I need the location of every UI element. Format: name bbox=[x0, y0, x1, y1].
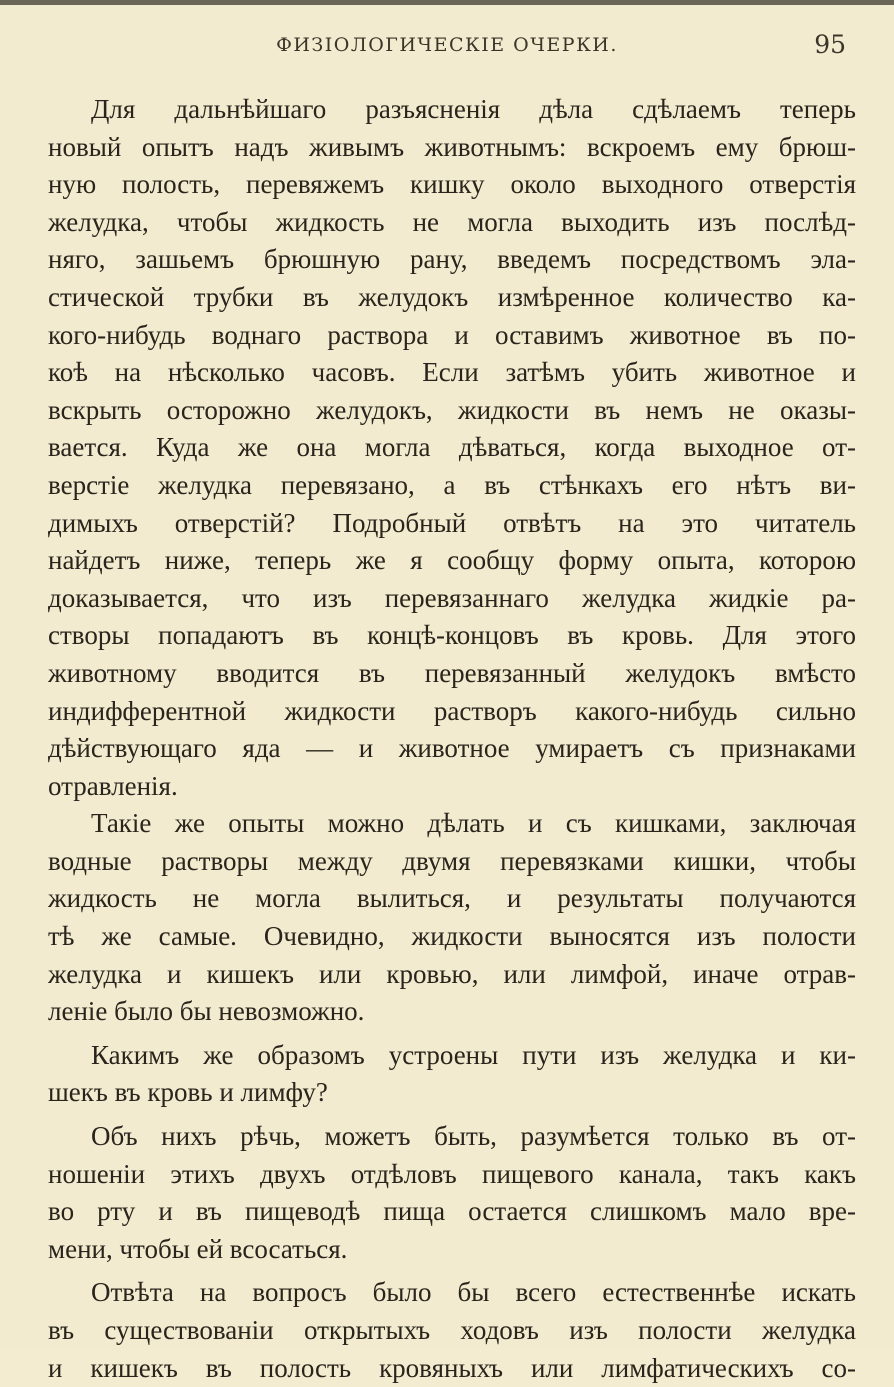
running-title: ФИЗІОЛОГИЧЕСКІЕ ОЧЕРКИ. bbox=[276, 34, 618, 56]
text-line: мени, чтобы ей всосаться. bbox=[48, 1233, 348, 1264]
text-line: коѣ на нѣсколько часовъ. Если затѣмъ убить животное и bbox=[48, 357, 856, 388]
page-number: 95 bbox=[814, 30, 846, 59]
text-line: желудка, чтобы жидкость не могла выходить изъ послѣд- bbox=[48, 206, 856, 237]
text-line: вается. Куда же она могла дѣваться, когда выходное от- bbox=[48, 432, 856, 463]
text-line: Объ нихъ рѣчь, можетъ быть, разумѣется только въ от- bbox=[91, 1121, 856, 1152]
text-line: шекъ въ кровь и лимфу? bbox=[48, 1077, 328, 1108]
text-line: найдетъ ниже, теперь же я сообщу форму опыта, которою bbox=[48, 545, 856, 576]
paragraph bbox=[48, 1274, 856, 1387]
paragraph bbox=[48, 1118, 856, 1268]
paragraph bbox=[48, 91, 856, 805]
text-line: доказывается, что изъ перевязаннаго желудка жидкіе ра- bbox=[48, 582, 856, 613]
text-line: водные растворы между двумя перевязками кишки, чтобы bbox=[48, 845, 856, 876]
text-line: леніе было бы невозможно. bbox=[48, 996, 365, 1027]
text-line: животному вводится въ перевязанный желудокъ вмѣсто bbox=[48, 657, 856, 688]
text-line: индифферентной жидкости растворъ какого-нибудь сильно bbox=[48, 695, 856, 726]
paragraph bbox=[48, 805, 856, 1031]
text-line: димыхъ отверстій? Подробный отвѣтъ на это читатель bbox=[48, 507, 856, 538]
paragraph bbox=[48, 1037, 856, 1112]
text-line: ношеніи этихъ двухъ отдѣловъ пищевого канала, такъ какъ bbox=[48, 1158, 856, 1189]
text-line: Какимъ же образомъ устроены пути изъ желудка и ки- bbox=[91, 1039, 856, 1070]
text-line: и кишекъ въ полость кровяныхъ или лимфатическихъ со- bbox=[48, 1352, 856, 1383]
text-line: няго, зашьемъ брюшную рану, введемъ посредствомъ эла- bbox=[48, 244, 856, 275]
text-line: вскрыть осторожно желудокъ, жидкости въ немъ не оказы- bbox=[48, 394, 856, 425]
text-line: во рту и въ пищеводѣ пища остается слишкомъ мало вре- bbox=[48, 1196, 856, 1227]
text-line: Для дальнѣйшаго разъясненія дѣла сдѣлаемъ теперь bbox=[91, 94, 856, 124]
text-line: жидкость не могла вылиться, и результаты получаются bbox=[48, 883, 856, 914]
text-line: Такіе же опыты можно дѣлать и съ кишками, заключая bbox=[91, 808, 856, 839]
page-top-edge bbox=[0, 0, 894, 5]
text-line: верстіе желудка перевязано, а въ стѣнкахъ его нѣтъ ви- bbox=[48, 469, 856, 500]
text-line: отравленія. bbox=[48, 770, 178, 801]
text-line: стической трубки въ желудокъ измѣренное количество ка- bbox=[48, 281, 856, 312]
text-line: кого-нибудь воднаго раствора и оставимъ животное въ по- bbox=[48, 319, 856, 350]
text-line: тѣ же самые. Очевидно, жидкости выносятся изъ полости bbox=[48, 921, 856, 952]
text-line: Отвѣта на вопросъ было бы всего естественнѣе искать bbox=[91, 1277, 856, 1308]
body-text bbox=[48, 91, 856, 1387]
text-line: створы попадаютъ въ концѣ-концовъ въ кровь. Для этого bbox=[48, 620, 856, 651]
text-line: въ существованіи открытыхъ ходовъ изъ полости желудка bbox=[48, 1315, 856, 1345]
text-line: дѣйствующаго яда — и животное умираетъ съ признаками bbox=[48, 733, 856, 764]
text-line: желудка и кишекъ или кровью, или лимфой, иначе отрав- bbox=[48, 958, 856, 989]
text-line: ную полость, перевяжемъ кишку около выходного отверстія bbox=[48, 169, 856, 200]
running-header bbox=[0, 30, 894, 64]
text-line: новый опытъ надъ живымъ животнымъ: вскроемъ ему брюш- bbox=[48, 131, 856, 162]
